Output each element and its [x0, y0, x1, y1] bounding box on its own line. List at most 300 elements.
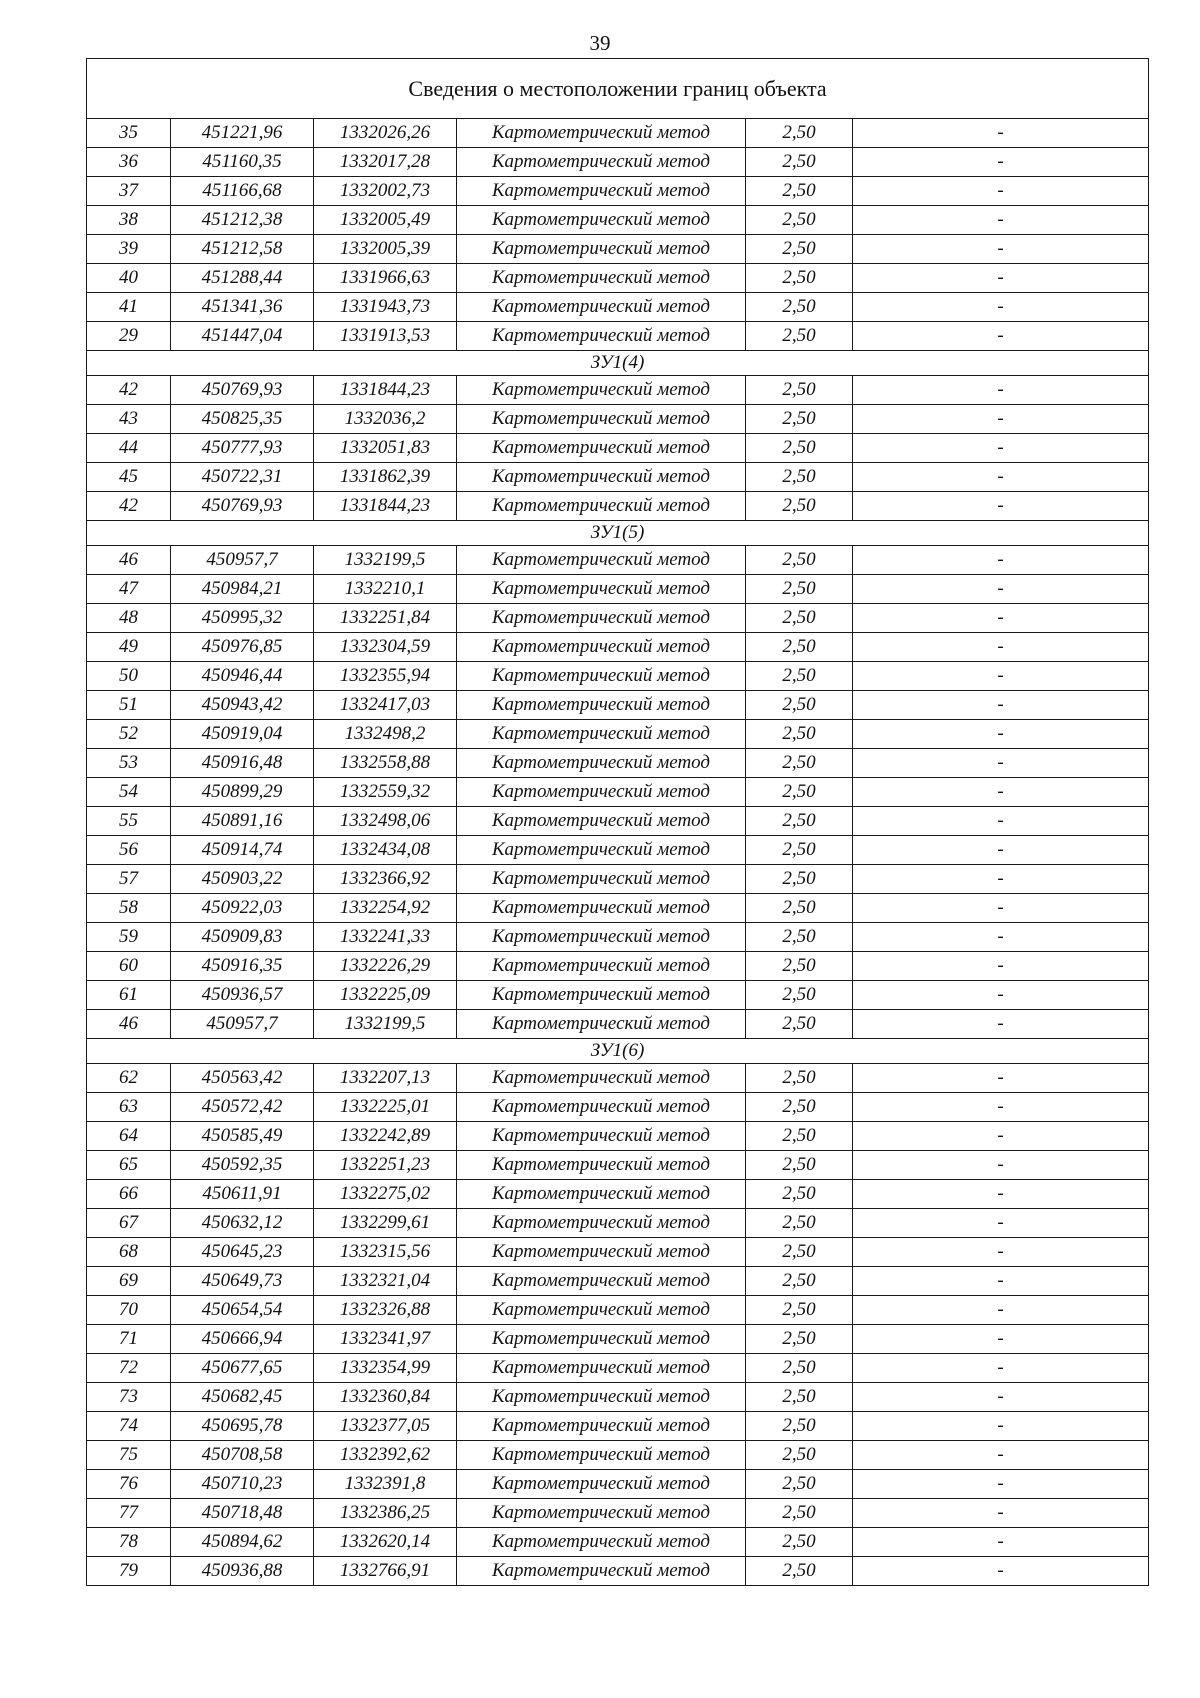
cell-point-number: 42: [87, 492, 171, 521]
cell-point-number: 70: [87, 1296, 171, 1325]
cell-point-number: 38: [87, 206, 171, 235]
table-row: [87, 662, 1149, 691]
table-row: [87, 1325, 1149, 1354]
cell-point-number: 76: [87, 1470, 171, 1499]
cell-accuracy: 2,50: [746, 1499, 853, 1528]
cell-x-coordinate: 450957,7: [171, 546, 314, 575]
cell-note: -: [853, 148, 1149, 177]
cell-point-number: 55: [87, 807, 171, 836]
cell-accuracy: 2,50: [746, 206, 853, 235]
cell-accuracy: 2,50: [746, 1354, 853, 1383]
table-row: [87, 691, 1149, 720]
cell-accuracy: 2,50: [746, 575, 853, 604]
cell-method: Картометрический метод: [457, 546, 746, 575]
table-row: [87, 293, 1149, 322]
cell-accuracy: 2,50: [746, 1528, 853, 1557]
boundary-coordinates-table: [86, 58, 1149, 1586]
cell-note: -: [853, 1383, 1149, 1412]
table-row: [87, 235, 1149, 264]
table-row: [87, 376, 1149, 405]
cell-note: -: [853, 1354, 1149, 1383]
cell-note: -: [853, 434, 1149, 463]
cell-y-coordinate: 1332199,5: [314, 1010, 457, 1039]
cell-y-coordinate: 1332199,5: [314, 546, 457, 575]
table-row: [87, 836, 1149, 865]
cell-y-coordinate: 1332558,88: [314, 749, 457, 778]
table-row: [87, 604, 1149, 633]
cell-method: Картометрический метод: [457, 1122, 746, 1151]
cell-y-coordinate: 1332210,1: [314, 575, 457, 604]
cell-x-coordinate: 450769,93: [171, 376, 314, 405]
table-row: [87, 952, 1149, 981]
cell-y-coordinate: 1332207,13: [314, 1064, 457, 1093]
cell-accuracy: 2,50: [746, 1441, 853, 1470]
cell-method: Картометрический метод: [457, 1180, 746, 1209]
cell-point-number: 59: [87, 923, 171, 952]
table-row: [87, 1383, 1149, 1412]
cell-note: -: [853, 1180, 1149, 1209]
cell-y-coordinate: 1331913,53: [314, 322, 457, 351]
cell-y-coordinate: 1332498,06: [314, 807, 457, 836]
cell-y-coordinate: 1332366,92: [314, 865, 457, 894]
cell-y-coordinate: 1332005,49: [314, 206, 457, 235]
cell-note: -: [853, 662, 1149, 691]
cell-note: -: [853, 1238, 1149, 1267]
cell-point-number: 72: [87, 1354, 171, 1383]
cell-point-number: 41: [87, 293, 171, 322]
table-row: [87, 1354, 1149, 1383]
cell-x-coordinate: 450654,54: [171, 1296, 314, 1325]
cell-note: -: [853, 604, 1149, 633]
cell-method: Картометрический метод: [457, 575, 746, 604]
table-row: [87, 405, 1149, 434]
cell-accuracy: 2,50: [746, 749, 853, 778]
table-row: [87, 1151, 1149, 1180]
cell-accuracy: 2,50: [746, 463, 853, 492]
cell-method: Картометрический метод: [457, 293, 746, 322]
table-row: [87, 1010, 1149, 1039]
table-row: [87, 1296, 1149, 1325]
cell-y-coordinate: 1332241,33: [314, 923, 457, 952]
cell-x-coordinate: 450645,23: [171, 1238, 314, 1267]
table-row: [87, 264, 1149, 293]
cell-accuracy: 2,50: [746, 1267, 853, 1296]
cell-accuracy: 2,50: [746, 604, 853, 633]
cell-y-coordinate: 1332299,61: [314, 1209, 457, 1238]
cell-method: Картометрический метод: [457, 376, 746, 405]
cell-y-coordinate: 1332036,2: [314, 405, 457, 434]
cell-x-coordinate: 450936,88: [171, 1557, 314, 1586]
cell-x-coordinate: 450708,58: [171, 1441, 314, 1470]
table-row: [87, 923, 1149, 952]
cell-method: Картометрический метод: [457, 1528, 746, 1557]
cell-y-coordinate: 1332254,92: [314, 894, 457, 923]
cell-point-number: 46: [87, 1010, 171, 1039]
cell-y-coordinate: 1332251,84: [314, 604, 457, 633]
section-header-row: [87, 521, 1149, 546]
cell-point-number: 44: [87, 434, 171, 463]
cell-note: -: [853, 322, 1149, 351]
cell-point-number: 49: [87, 633, 171, 662]
cell-method: Картометрический метод: [457, 1238, 746, 1267]
table-row: [87, 1499, 1149, 1528]
cell-note: -: [853, 206, 1149, 235]
cell-x-coordinate: 450572,42: [171, 1093, 314, 1122]
cell-y-coordinate: 1332226,29: [314, 952, 457, 981]
cell-method: Картометрический метод: [457, 1325, 746, 1354]
table-row: [87, 1122, 1149, 1151]
table-row: [87, 633, 1149, 662]
cell-note: -: [853, 923, 1149, 952]
cell-method: Картометрический метод: [457, 1093, 746, 1122]
cell-note: -: [853, 1010, 1149, 1039]
cell-accuracy: 2,50: [746, 1325, 853, 1354]
cell-x-coordinate: 450563,42: [171, 1064, 314, 1093]
cell-accuracy: 2,50: [746, 1064, 853, 1093]
cell-y-coordinate: 1332354,99: [314, 1354, 457, 1383]
cell-method: Картометрический метод: [457, 492, 746, 521]
cell-y-coordinate: 1332051,83: [314, 434, 457, 463]
table-row: [87, 463, 1149, 492]
cell-method: Картометрический метод: [457, 206, 746, 235]
cell-method: Картометрический метод: [457, 1064, 746, 1093]
cell-y-coordinate: 1332498,2: [314, 720, 457, 749]
table-row: [87, 322, 1149, 351]
cell-y-coordinate: 1332391,8: [314, 1470, 457, 1499]
cell-x-coordinate: 450769,93: [171, 492, 314, 521]
cell-point-number: 54: [87, 778, 171, 807]
cell-x-coordinate: 450585,49: [171, 1122, 314, 1151]
cell-point-number: 58: [87, 894, 171, 923]
cell-note: -: [853, 1325, 1149, 1354]
cell-note: -: [853, 894, 1149, 923]
table-row: [87, 119, 1149, 148]
cell-accuracy: 2,50: [746, 235, 853, 264]
table-row: [87, 1064, 1149, 1093]
cell-x-coordinate: 451160,35: [171, 148, 314, 177]
cell-x-coordinate: 450666,94: [171, 1325, 314, 1354]
cell-note: -: [853, 119, 1149, 148]
section-label: ЗУ1(4): [87, 351, 1149, 376]
cell-y-coordinate: 1331862,39: [314, 463, 457, 492]
cell-accuracy: 2,50: [746, 720, 853, 749]
cell-y-coordinate: 1332275,02: [314, 1180, 457, 1209]
cell-note: -: [853, 952, 1149, 981]
table-row: [87, 148, 1149, 177]
table-row: [87, 177, 1149, 206]
cell-y-coordinate: 1332315,56: [314, 1238, 457, 1267]
cell-y-coordinate: 1332341,97: [314, 1325, 457, 1354]
cell-x-coordinate: 450718,48: [171, 1499, 314, 1528]
cell-note: -: [853, 492, 1149, 521]
cell-y-coordinate: 1331943,73: [314, 293, 457, 322]
cell-method: Картометрический метод: [457, 264, 746, 293]
cell-x-coordinate: 450919,04: [171, 720, 314, 749]
cell-method: Картометрический метод: [457, 691, 746, 720]
cell-accuracy: 2,50: [746, 981, 853, 1010]
cell-x-coordinate: 450946,44: [171, 662, 314, 691]
cell-note: -: [853, 749, 1149, 778]
cell-point-number: 29: [87, 322, 171, 351]
table-row: [87, 865, 1149, 894]
cell-note: -: [853, 1296, 1149, 1325]
cell-point-number: 68: [87, 1238, 171, 1267]
cell-x-coordinate: 451288,44: [171, 264, 314, 293]
cell-method: Картометрический метод: [457, 720, 746, 749]
cell-accuracy: 2,50: [746, 894, 853, 923]
cell-accuracy: 2,50: [746, 434, 853, 463]
cell-note: -: [853, 463, 1149, 492]
cell-method: Картометрический метод: [457, 778, 746, 807]
cell-y-coordinate: 1332559,32: [314, 778, 457, 807]
cell-point-number: 73: [87, 1383, 171, 1412]
section-header-row: [87, 1039, 1149, 1064]
cell-x-coordinate: 451212,58: [171, 235, 314, 264]
cell-method: Картометрический метод: [457, 405, 746, 434]
cell-method: Картометрический метод: [457, 952, 746, 981]
cell-x-coordinate: 450936,57: [171, 981, 314, 1010]
cell-accuracy: 2,50: [746, 492, 853, 521]
cell-method: Картометрический метод: [457, 1151, 746, 1180]
cell-x-coordinate: 450632,12: [171, 1209, 314, 1238]
cell-method: Картометрический метод: [457, 463, 746, 492]
cell-accuracy: 2,50: [746, 1238, 853, 1267]
cell-x-coordinate: 451166,68: [171, 177, 314, 206]
cell-accuracy: 2,50: [746, 1383, 853, 1412]
cell-method: Картометрический метод: [457, 1470, 746, 1499]
cell-point-number: 66: [87, 1180, 171, 1209]
cell-y-coordinate: 1332377,05: [314, 1412, 457, 1441]
cell-method: Картометрический метод: [457, 1010, 746, 1039]
cell-x-coordinate: 450695,78: [171, 1412, 314, 1441]
cell-point-number: 62: [87, 1064, 171, 1093]
cell-accuracy: 2,50: [746, 807, 853, 836]
section-label: ЗУ1(6): [87, 1039, 1149, 1064]
cell-y-coordinate: 1332304,59: [314, 633, 457, 662]
cell-method: Картометрический метод: [457, 923, 746, 952]
cell-method: Картометрический метод: [457, 322, 746, 351]
cell-accuracy: 2,50: [746, 293, 853, 322]
cell-note: -: [853, 1267, 1149, 1296]
cell-note: -: [853, 1499, 1149, 1528]
boundary-table-container: [86, 58, 1148, 1586]
table-row: [87, 492, 1149, 521]
cell-x-coordinate: 450894,62: [171, 1528, 314, 1557]
cell-point-number: 64: [87, 1122, 171, 1151]
cell-y-coordinate: 1332026,26: [314, 119, 457, 148]
cell-note: -: [853, 177, 1149, 206]
cell-method: Картометрический метод: [457, 633, 746, 662]
cell-method: Картометрический метод: [457, 148, 746, 177]
cell-method: Картометрический метод: [457, 1412, 746, 1441]
cell-method: Картометрический метод: [457, 235, 746, 264]
cell-note: -: [853, 807, 1149, 836]
cell-method: Картометрический метод: [457, 749, 746, 778]
cell-y-coordinate: 1332620,14: [314, 1528, 457, 1557]
cell-x-coordinate: 450909,83: [171, 923, 314, 952]
cell-note: -: [853, 865, 1149, 894]
cell-method: Картометрический метод: [457, 1296, 746, 1325]
cell-accuracy: 2,50: [746, 1557, 853, 1586]
cell-method: Картометрический метод: [457, 894, 746, 923]
table-row: [87, 546, 1149, 575]
cell-accuracy: 2,50: [746, 1122, 853, 1151]
cell-point-number: 56: [87, 836, 171, 865]
cell-accuracy: 2,50: [746, 376, 853, 405]
cell-x-coordinate: 450649,73: [171, 1267, 314, 1296]
table-row: [87, 1441, 1149, 1470]
cell-accuracy: 2,50: [746, 546, 853, 575]
cell-note: -: [853, 405, 1149, 434]
cell-accuracy: 2,50: [746, 1209, 853, 1238]
cell-x-coordinate: 451221,96: [171, 119, 314, 148]
cell-x-coordinate: 450976,85: [171, 633, 314, 662]
cell-point-number: 47: [87, 575, 171, 604]
cell-y-coordinate: 1332434,08: [314, 836, 457, 865]
table-row: [87, 1093, 1149, 1122]
table-row: [87, 1238, 1149, 1267]
cell-y-coordinate: 1331844,23: [314, 376, 457, 405]
cell-point-number: 53: [87, 749, 171, 778]
cell-note: -: [853, 1528, 1149, 1557]
cell-point-number: 71: [87, 1325, 171, 1354]
cell-x-coordinate: 450903,22: [171, 865, 314, 894]
cell-point-number: 45: [87, 463, 171, 492]
cell-note: -: [853, 575, 1149, 604]
cell-accuracy: 2,50: [746, 1296, 853, 1325]
table-row: [87, 720, 1149, 749]
cell-point-number: 69: [87, 1267, 171, 1296]
cell-y-coordinate: 1332005,39: [314, 235, 457, 264]
table-row: [87, 981, 1149, 1010]
cell-accuracy: 2,50: [746, 177, 853, 206]
cell-x-coordinate: 450722,31: [171, 463, 314, 492]
cell-point-number: 79: [87, 1557, 171, 1586]
cell-method: Картометрический метод: [457, 1441, 746, 1470]
cell-note: -: [853, 778, 1149, 807]
section-header-row: [87, 351, 1149, 376]
cell-accuracy: 2,50: [746, 405, 853, 434]
cell-note: -: [853, 546, 1149, 575]
cell-y-coordinate: 1332355,94: [314, 662, 457, 691]
cell-x-coordinate: 450922,03: [171, 894, 314, 923]
cell-point-number: 40: [87, 264, 171, 293]
cell-note: -: [853, 836, 1149, 865]
cell-accuracy: 2,50: [746, 1470, 853, 1499]
cell-x-coordinate: 450677,65: [171, 1354, 314, 1383]
cell-accuracy: 2,50: [746, 1180, 853, 1209]
cell-x-coordinate: 450777,93: [171, 434, 314, 463]
table-row: [87, 1209, 1149, 1238]
cell-method: Картометрический метод: [457, 604, 746, 633]
cell-point-number: 37: [87, 177, 171, 206]
cell-point-number: 61: [87, 981, 171, 1010]
table-row: [87, 778, 1149, 807]
cell-accuracy: 2,50: [746, 778, 853, 807]
cell-point-number: 78: [87, 1528, 171, 1557]
cell-method: Картометрический метод: [457, 1557, 746, 1586]
cell-y-coordinate: 1331844,23: [314, 492, 457, 521]
cell-x-coordinate: 450825,35: [171, 405, 314, 434]
cell-point-number: 67: [87, 1209, 171, 1238]
cell-point-number: 77: [87, 1499, 171, 1528]
cell-note: -: [853, 1557, 1149, 1586]
table-row: [87, 1557, 1149, 1586]
cell-point-number: 46: [87, 546, 171, 575]
cell-x-coordinate: 450916,48: [171, 749, 314, 778]
table-row: [87, 434, 1149, 463]
cell-accuracy: 2,50: [746, 662, 853, 691]
cell-method: Картометрический метод: [457, 807, 746, 836]
cell-method: Картометрический метод: [457, 177, 746, 206]
cell-accuracy: 2,50: [746, 1093, 853, 1122]
cell-note: -: [853, 691, 1149, 720]
cell-method: Картометрический метод: [457, 1499, 746, 1528]
cell-note: -: [853, 264, 1149, 293]
cell-y-coordinate: 1332766,91: [314, 1557, 457, 1586]
cell-y-coordinate: 1332321,04: [314, 1267, 457, 1296]
table-row: [87, 1528, 1149, 1557]
cell-point-number: 39: [87, 235, 171, 264]
cell-method: Картометрический метод: [457, 1267, 746, 1296]
cell-x-coordinate: 450891,16: [171, 807, 314, 836]
cell-accuracy: 2,50: [746, 264, 853, 293]
cell-y-coordinate: 1332360,84: [314, 1383, 457, 1412]
cell-point-number: 51: [87, 691, 171, 720]
cell-point-number: 43: [87, 405, 171, 434]
cell-y-coordinate: 1332251,23: [314, 1151, 457, 1180]
cell-accuracy: 2,50: [746, 1412, 853, 1441]
cell-x-coordinate: 451341,36: [171, 293, 314, 322]
cell-point-number: 48: [87, 604, 171, 633]
cell-note: -: [853, 1151, 1149, 1180]
cell-point-number: 42: [87, 376, 171, 405]
table-row: [87, 894, 1149, 923]
cell-note: -: [853, 1209, 1149, 1238]
cell-note: -: [853, 720, 1149, 749]
cell-x-coordinate: 451212,38: [171, 206, 314, 235]
table-row: [87, 1180, 1149, 1209]
table-row: [87, 749, 1149, 778]
cell-method: Картометрический метод: [457, 1209, 746, 1238]
cell-x-coordinate: 450611,91: [171, 1180, 314, 1209]
table-row: [87, 807, 1149, 836]
cell-y-coordinate: 1331966,63: [314, 264, 457, 293]
cell-note: -: [853, 376, 1149, 405]
cell-accuracy: 2,50: [746, 836, 853, 865]
cell-note: -: [853, 293, 1149, 322]
cell-note: -: [853, 981, 1149, 1010]
cell-point-number: 65: [87, 1151, 171, 1180]
cell-accuracy: 2,50: [746, 952, 853, 981]
cell-method: Картометрический метод: [457, 836, 746, 865]
cell-x-coordinate: 450914,74: [171, 836, 314, 865]
cell-note: -: [853, 235, 1149, 264]
cell-method: Картометрический метод: [457, 662, 746, 691]
cell-x-coordinate: 450899,29: [171, 778, 314, 807]
cell-point-number: 52: [87, 720, 171, 749]
table-title-row: [87, 59, 1149, 119]
table-body: [87, 59, 1149, 1586]
cell-x-coordinate: 451447,04: [171, 322, 314, 351]
cell-note: -: [853, 1412, 1149, 1441]
cell-y-coordinate: 1332326,88: [314, 1296, 457, 1325]
cell-accuracy: 2,50: [746, 923, 853, 952]
cell-x-coordinate: 450943,42: [171, 691, 314, 720]
cell-accuracy: 2,50: [746, 148, 853, 177]
cell-x-coordinate: 450916,35: [171, 952, 314, 981]
page-number: 39: [589, 31, 611, 55]
